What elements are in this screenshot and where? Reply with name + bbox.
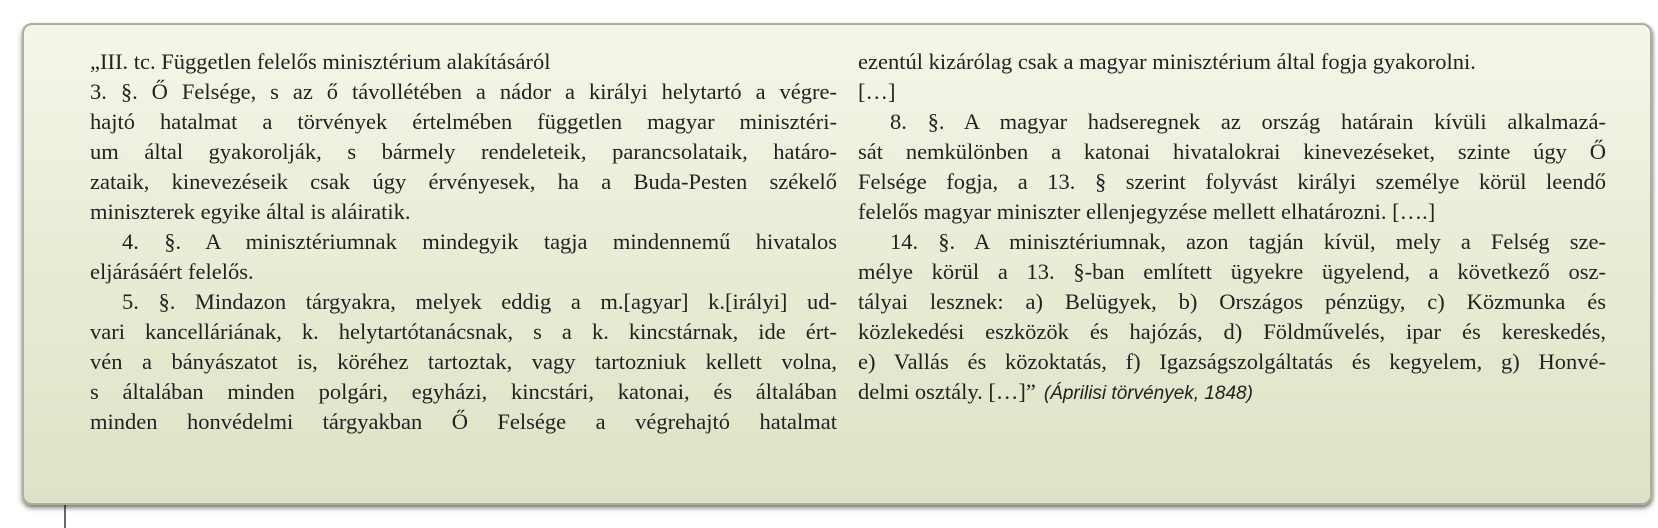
text-line: közlekedési eszközök és hajózás, d) Földművelés, ipar és kereskedés, [858,319,1606,344]
text-line: e) Vallás és közoktatás, f) Igazságszolgáltatás és kegyelem, g) Honvé- [858,349,1606,374]
text-line: s általában minden polgári, egyházi, kincstári, katonai, és általában [90,379,837,404]
text-line: eljárásáért felelős. [90,259,254,284]
text-line: mélye körül a 13. §-ban említett ügyekre ügyelend, a következő osz- [858,259,1606,284]
text-line: […] [858,79,896,104]
source-citation: (Áprilisi törvények, 1848) [1043,383,1253,404]
text-line: 8. §. A magyar hadseregnek az ország határain kívüli alkalmazá- [890,109,1606,134]
text-line: miniszterek egyike által is aláiratik. [90,199,411,224]
text-line: vén a bányászatot is, köréhez tartoztak, vagy tartozniuk kellett volna, [90,349,837,374]
text-line: delmi osztály. […]” [858,379,1036,404]
law-title-line: „III. tc. Független felelős minisztérium alakításáról [90,49,551,74]
source-text-box [22,23,1652,505]
text-line: hajtó hatalmat a törvények értelmében független magyar minisztéri- [90,109,837,134]
text-line: 5. §. Mindazon tárgyakra, melyek eddig a m.[agyar] k.[irályi] ud- [122,289,837,314]
text-line: sát nemkülönben a katonai hivatalokrai kinevezéseket, szinte úgy Ő [858,139,1606,164]
text-line: 3. §. Ő Felsége, s az ő távollétében a nádor a királyi helytartó a végre- [90,79,837,104]
right-column [858,47,1606,407]
text-line: minden honvédelmi tárgyakban Ő Felsége a végrehajtó hatalmat [90,409,837,434]
text-line: 4. §. A minisztériumnak mindegyik tagja mindennemű hivatalos [122,229,837,254]
text-line: um által gyakorolják, s bármely rendeleteik, parancsolataik, határo- [90,139,837,164]
text-line: Felsége fogja, a 13. § szerint folyvást királyi személye körül leendő [858,169,1606,194]
text-line: 14. §. A minisztériumnak, azon tagján kívül, mely a Felség sze- [890,229,1606,254]
text-line: felelős magyar miniszter ellenjegyzése mellett elhatározni. [….] [858,199,1436,224]
text-line: vari kancelláriának, k. helytartótanácsnak, s a k. kincstárnak, ide ért- [90,319,837,344]
text-line: tályai lesznek: a) Belügyek, b) Országos pénzügy, c) Közmunka és [858,289,1606,314]
closing-line [858,377,1606,407]
text-line: zataik, kinevezéseik csak úgy érvényesek, ha a Buda-Pesten székelő [90,169,837,194]
left-column [90,47,837,437]
text-line: ezentúl kizárólag csak a magyar minisztérium által fogja gyakorolni. [858,49,1476,74]
